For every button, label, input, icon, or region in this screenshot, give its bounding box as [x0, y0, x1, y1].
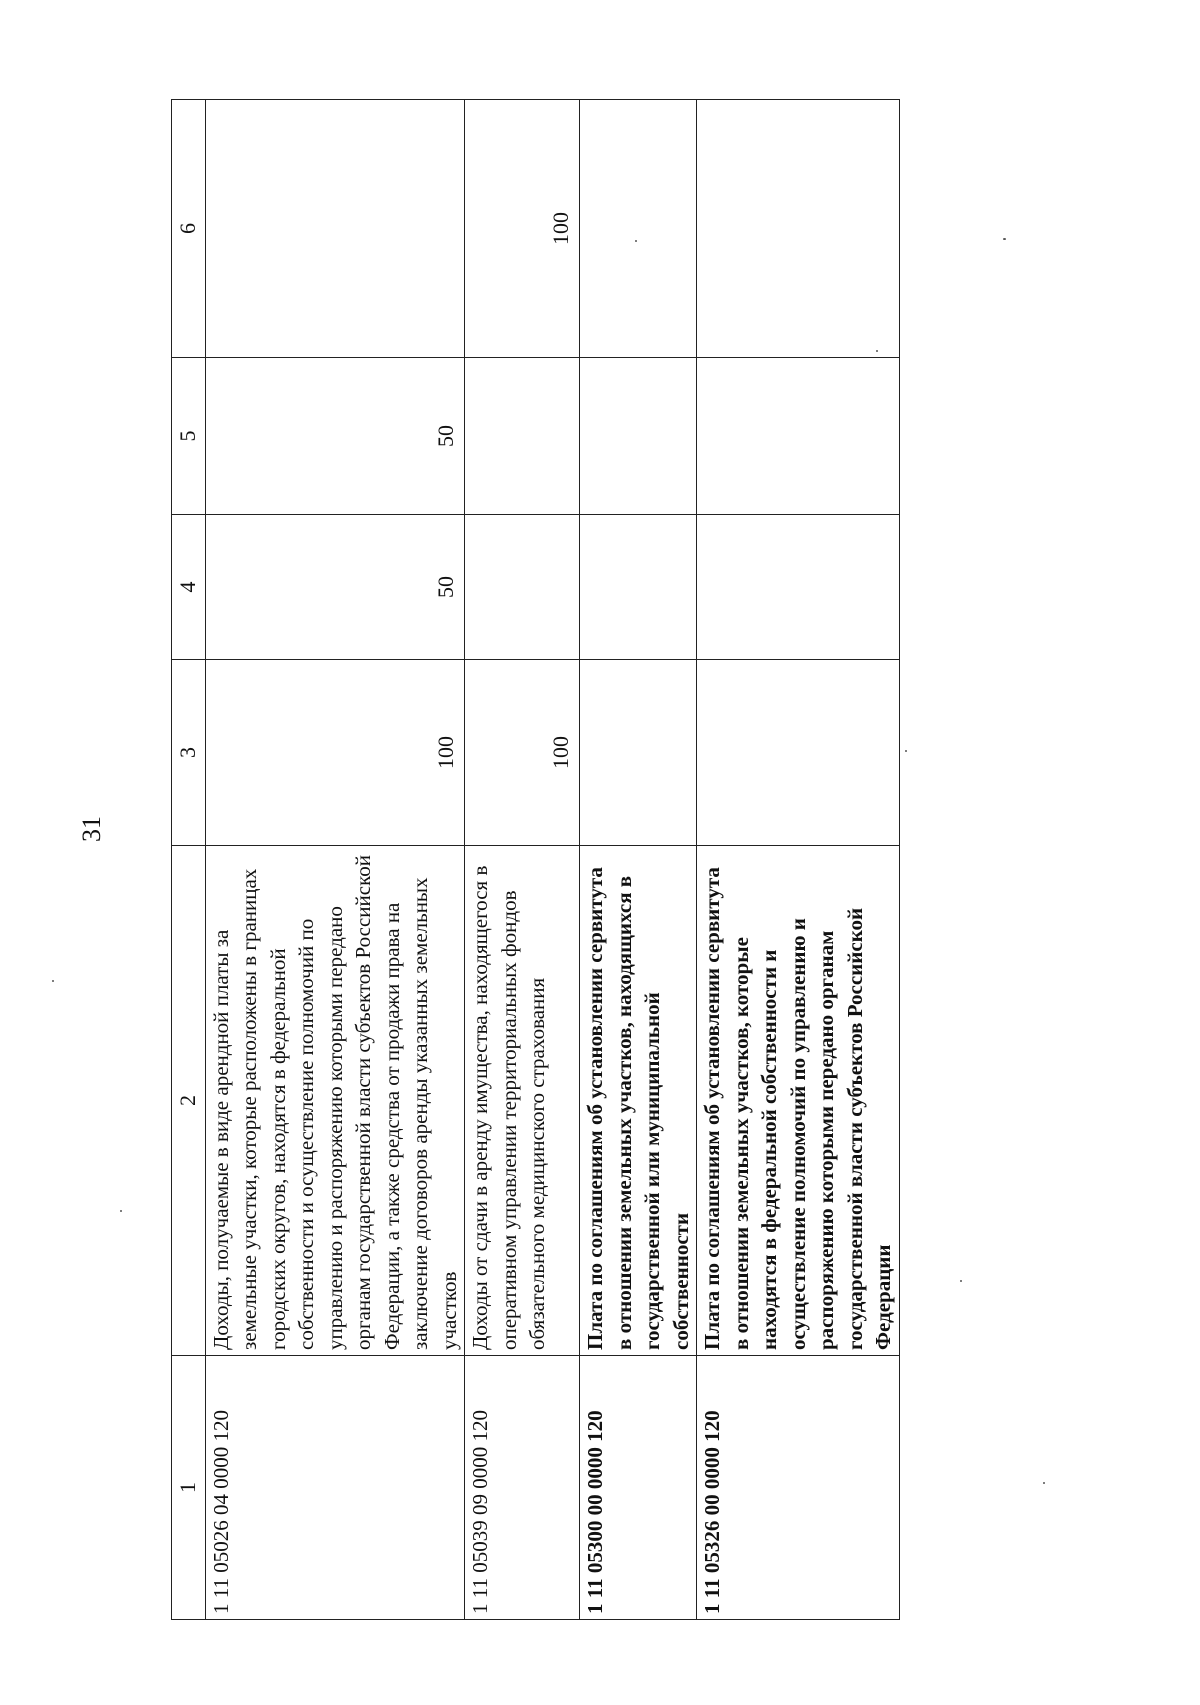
value-cell: [697, 660, 900, 846]
code-cell: 1 11 05300 00 0000 120: [580, 1356, 697, 1620]
description-cell: Плата по соглашениям об установлении сервитута в отношении земельных участков, находящихся в государственной или муниципальной собственности: [580, 846, 697, 1356]
header-cell: 4: [172, 515, 206, 660]
header-cell: 3: [172, 660, 206, 846]
rotated-table-frame: [171, 100, 895, 1620]
table-row: [465, 100, 580, 1620]
table-row: [580, 100, 697, 1620]
header-cell: 2: [172, 846, 206, 1356]
value-cell: [697, 358, 900, 515]
page-number: 31: [77, 816, 106, 842]
value-cell: 50: [205, 515, 465, 660]
table-header-row: [172, 100, 206, 1620]
description-cell: Доходы от сдачи в аренду имущества, находящегося в оперативном управлении территориальных фондов обязательного медицинского страхования: [465, 846, 580, 1356]
revenue-table: [171, 99, 900, 1620]
value-cell: 50: [205, 358, 465, 515]
value-cell: [465, 515, 580, 660]
header-cell: 6: [172, 100, 206, 358]
value-cell: [580, 515, 697, 660]
value-cell: [697, 515, 900, 660]
value-cell: [205, 100, 465, 358]
value-cell: [697, 100, 900, 358]
code-cell: 1 11 05039 09 0000 120: [465, 1356, 580, 1620]
value-cell: [465, 358, 580, 515]
value-cell: [580, 358, 697, 515]
value-cell: [580, 660, 697, 846]
table-row: [697, 100, 900, 1620]
description-cell: Доходы, получаемые в виде арендной платы за земельные участки, которые расположены в границах городских округов, находятся в федеральной собственности и осуществление полномочий по управлению и распоряжению которыми передано органам государственной власти субъектов Российской Федерации, а также средства от продажи права на заключение договоров аренды указанных земельных участков: [205, 846, 465, 1356]
table-row: [205, 100, 465, 1620]
description-cell: Плата по соглашениям об установлении сервитута в отношении земельных участков, которые находятся в федеральной собственности и осуществление полномочий по управлению и распоряжению которыми передано органам государственной власти субъектов Российской Федерации: [697, 846, 900, 1356]
value-cell: 100: [465, 660, 580, 846]
code-cell: 1 11 05326 00 0000 120: [697, 1356, 900, 1620]
value-cell: 100: [205, 660, 465, 846]
code-cell: 1 11 05026 04 0000 120: [205, 1356, 465, 1620]
header-cell: 5: [172, 358, 206, 515]
value-cell: 100: [465, 100, 580, 358]
header-cell: 1: [172, 1356, 206, 1620]
value-cell: [580, 100, 697, 358]
